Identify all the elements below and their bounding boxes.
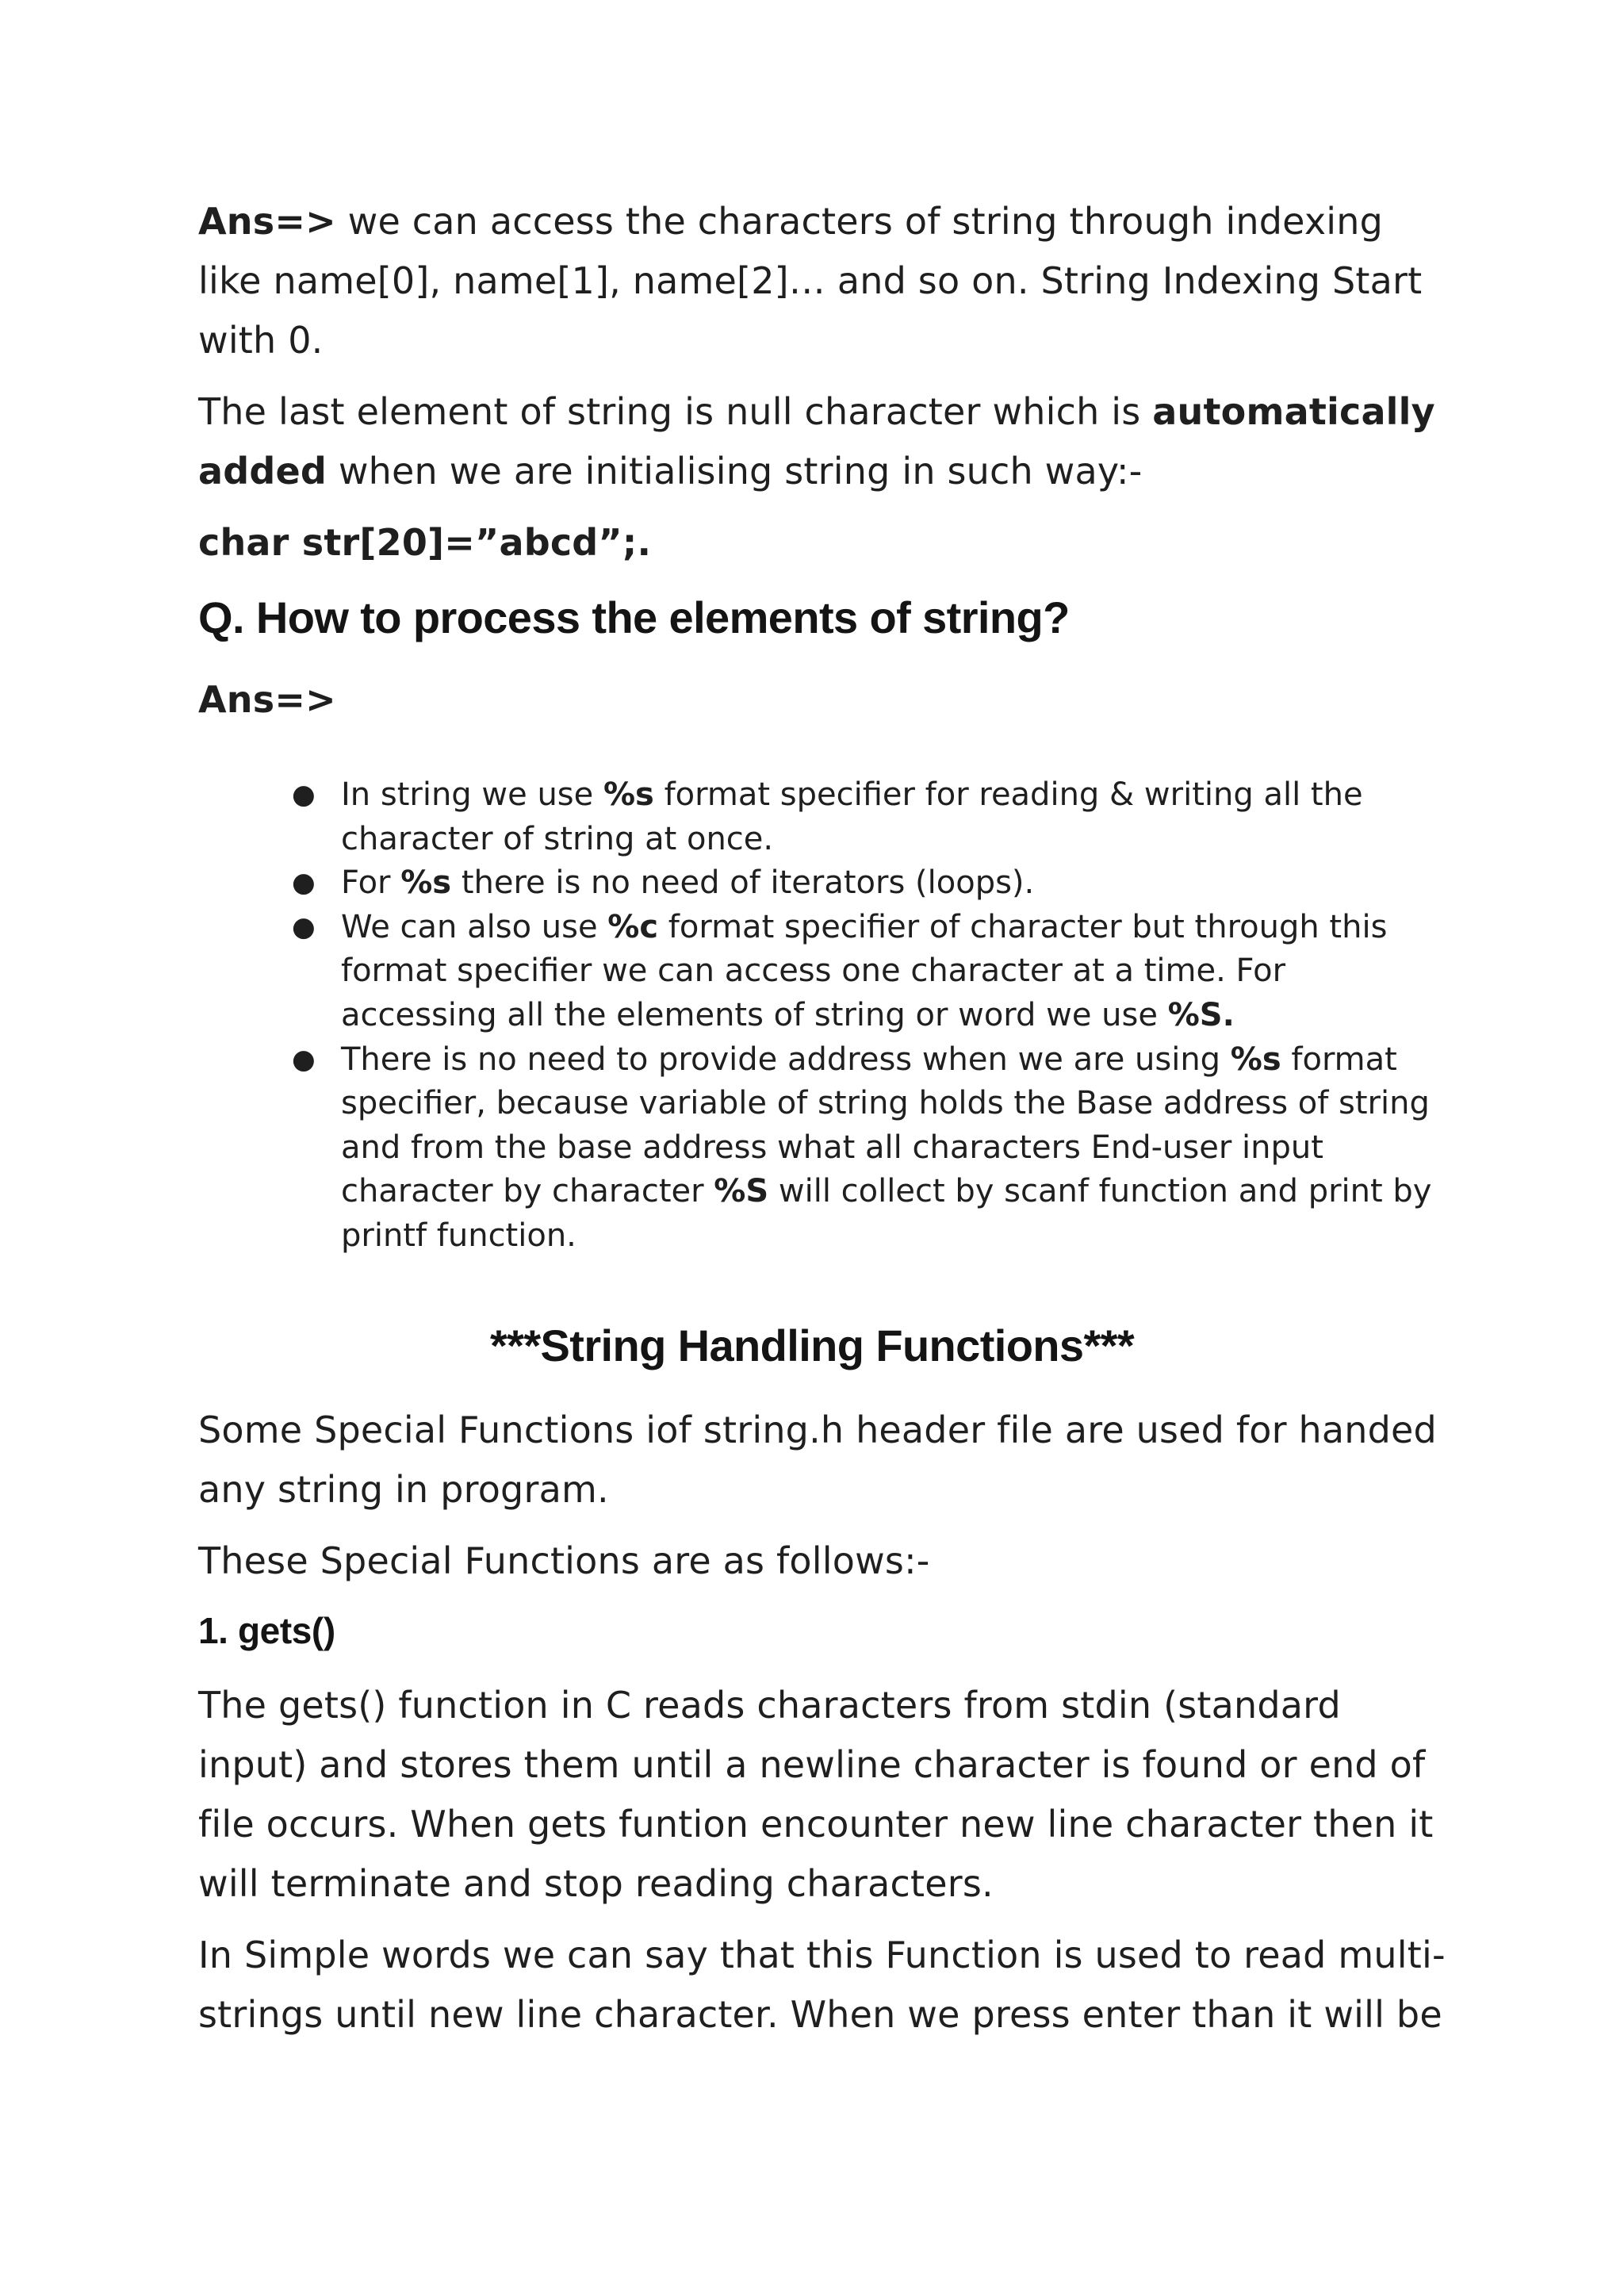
bullet-text-mid: format specifier of character but through this format specifier we can access one character at a time. For accessing all the elements of string or word we use	[341, 908, 1388, 1033]
bullet-bold: %s	[1230, 1041, 1281, 1078]
list-item	[285, 906, 1451, 1038]
gets-paragraph: The gets() function in C reads characters from stdin (standard input) and stores them until a newline character is found or end of file occurs. When gets funtion encounter new line character then it will terminate and stop reading characters.	[198, 1684, 1434, 1905]
answer-label: Ans=>	[198, 200, 336, 243]
intro-paragraph-2: These Special Functions are as follows:-	[198, 1539, 930, 1582]
bullet-text-end: there is no need of iterators (loops).	[451, 864, 1035, 902]
bullet-list	[285, 773, 1451, 1259]
bullet-bold-2: %S	[714, 1173, 769, 1210]
null-character-text-end: when we are initialising string in such way:-	[327, 450, 1143, 493]
bullet-text-end: format specifier for reading & writing all the character of string at once.	[341, 776, 1363, 857]
bullet-text: We can also use	[341, 908, 608, 945]
list-item	[285, 861, 1451, 906]
list-item	[285, 1038, 1451, 1259]
code-line: char str[20]=”abcd”;.	[198, 521, 652, 564]
bullet-bold: %s	[603, 776, 654, 813]
bullet-text: There is no need to provide address when we are using	[341, 1041, 1231, 1078]
question-heading: Q. How to process the elements of string?	[198, 592, 1070, 642]
bullet-bold: %c	[607, 908, 659, 945]
bullet-icon: ●	[292, 1043, 316, 1075]
null-character-bold: automatically added	[198, 390, 1435, 493]
bullet-icon: ●	[292, 867, 316, 899]
bullet-icon: ●	[292, 910, 316, 943]
answer-text: we can access the characters of string through indexing like name[0], name[1], name[2]… and so on. String Indexing Start with 0.	[198, 200, 1423, 362]
bullet-text-end: will collect by scanf function and print by printf function.	[341, 1173, 1432, 1254]
section-title: ***String Handling Functions***	[489, 1320, 1135, 1370]
null-character-text: The last element of string is null character which is	[198, 390, 1153, 433]
bullet-bold: %s	[400, 864, 452, 902]
gets-heading: 1. gets()	[198, 1610, 335, 1651]
bullet-text: For	[341, 864, 401, 902]
answer-paragraph-indexing	[198, 192, 1451, 370]
intro-paragraph: Some Special Functions iof string.h header file are used for handed any string in program.	[198, 1409, 1437, 1511]
gets-paragraph-2: In Simple words we can say that this Function is used to read multi-strings until new line character. When we press enter than it will be	[198, 1934, 1446, 2036]
list-item	[285, 773, 1451, 861]
bullet-text: In string we use	[341, 776, 603, 813]
bullet-bold-2: %S.	[1167, 996, 1235, 1033]
bullet-icon: ●	[292, 779, 316, 811]
null-character-paragraph	[198, 382, 1451, 501]
answer-label-2: Ans=>	[198, 678, 336, 721]
bullet-text-mid: format specifier, because variable of string holds the Base address of string and from the base address what all characters End-user input character by character	[341, 1041, 1430, 1210]
